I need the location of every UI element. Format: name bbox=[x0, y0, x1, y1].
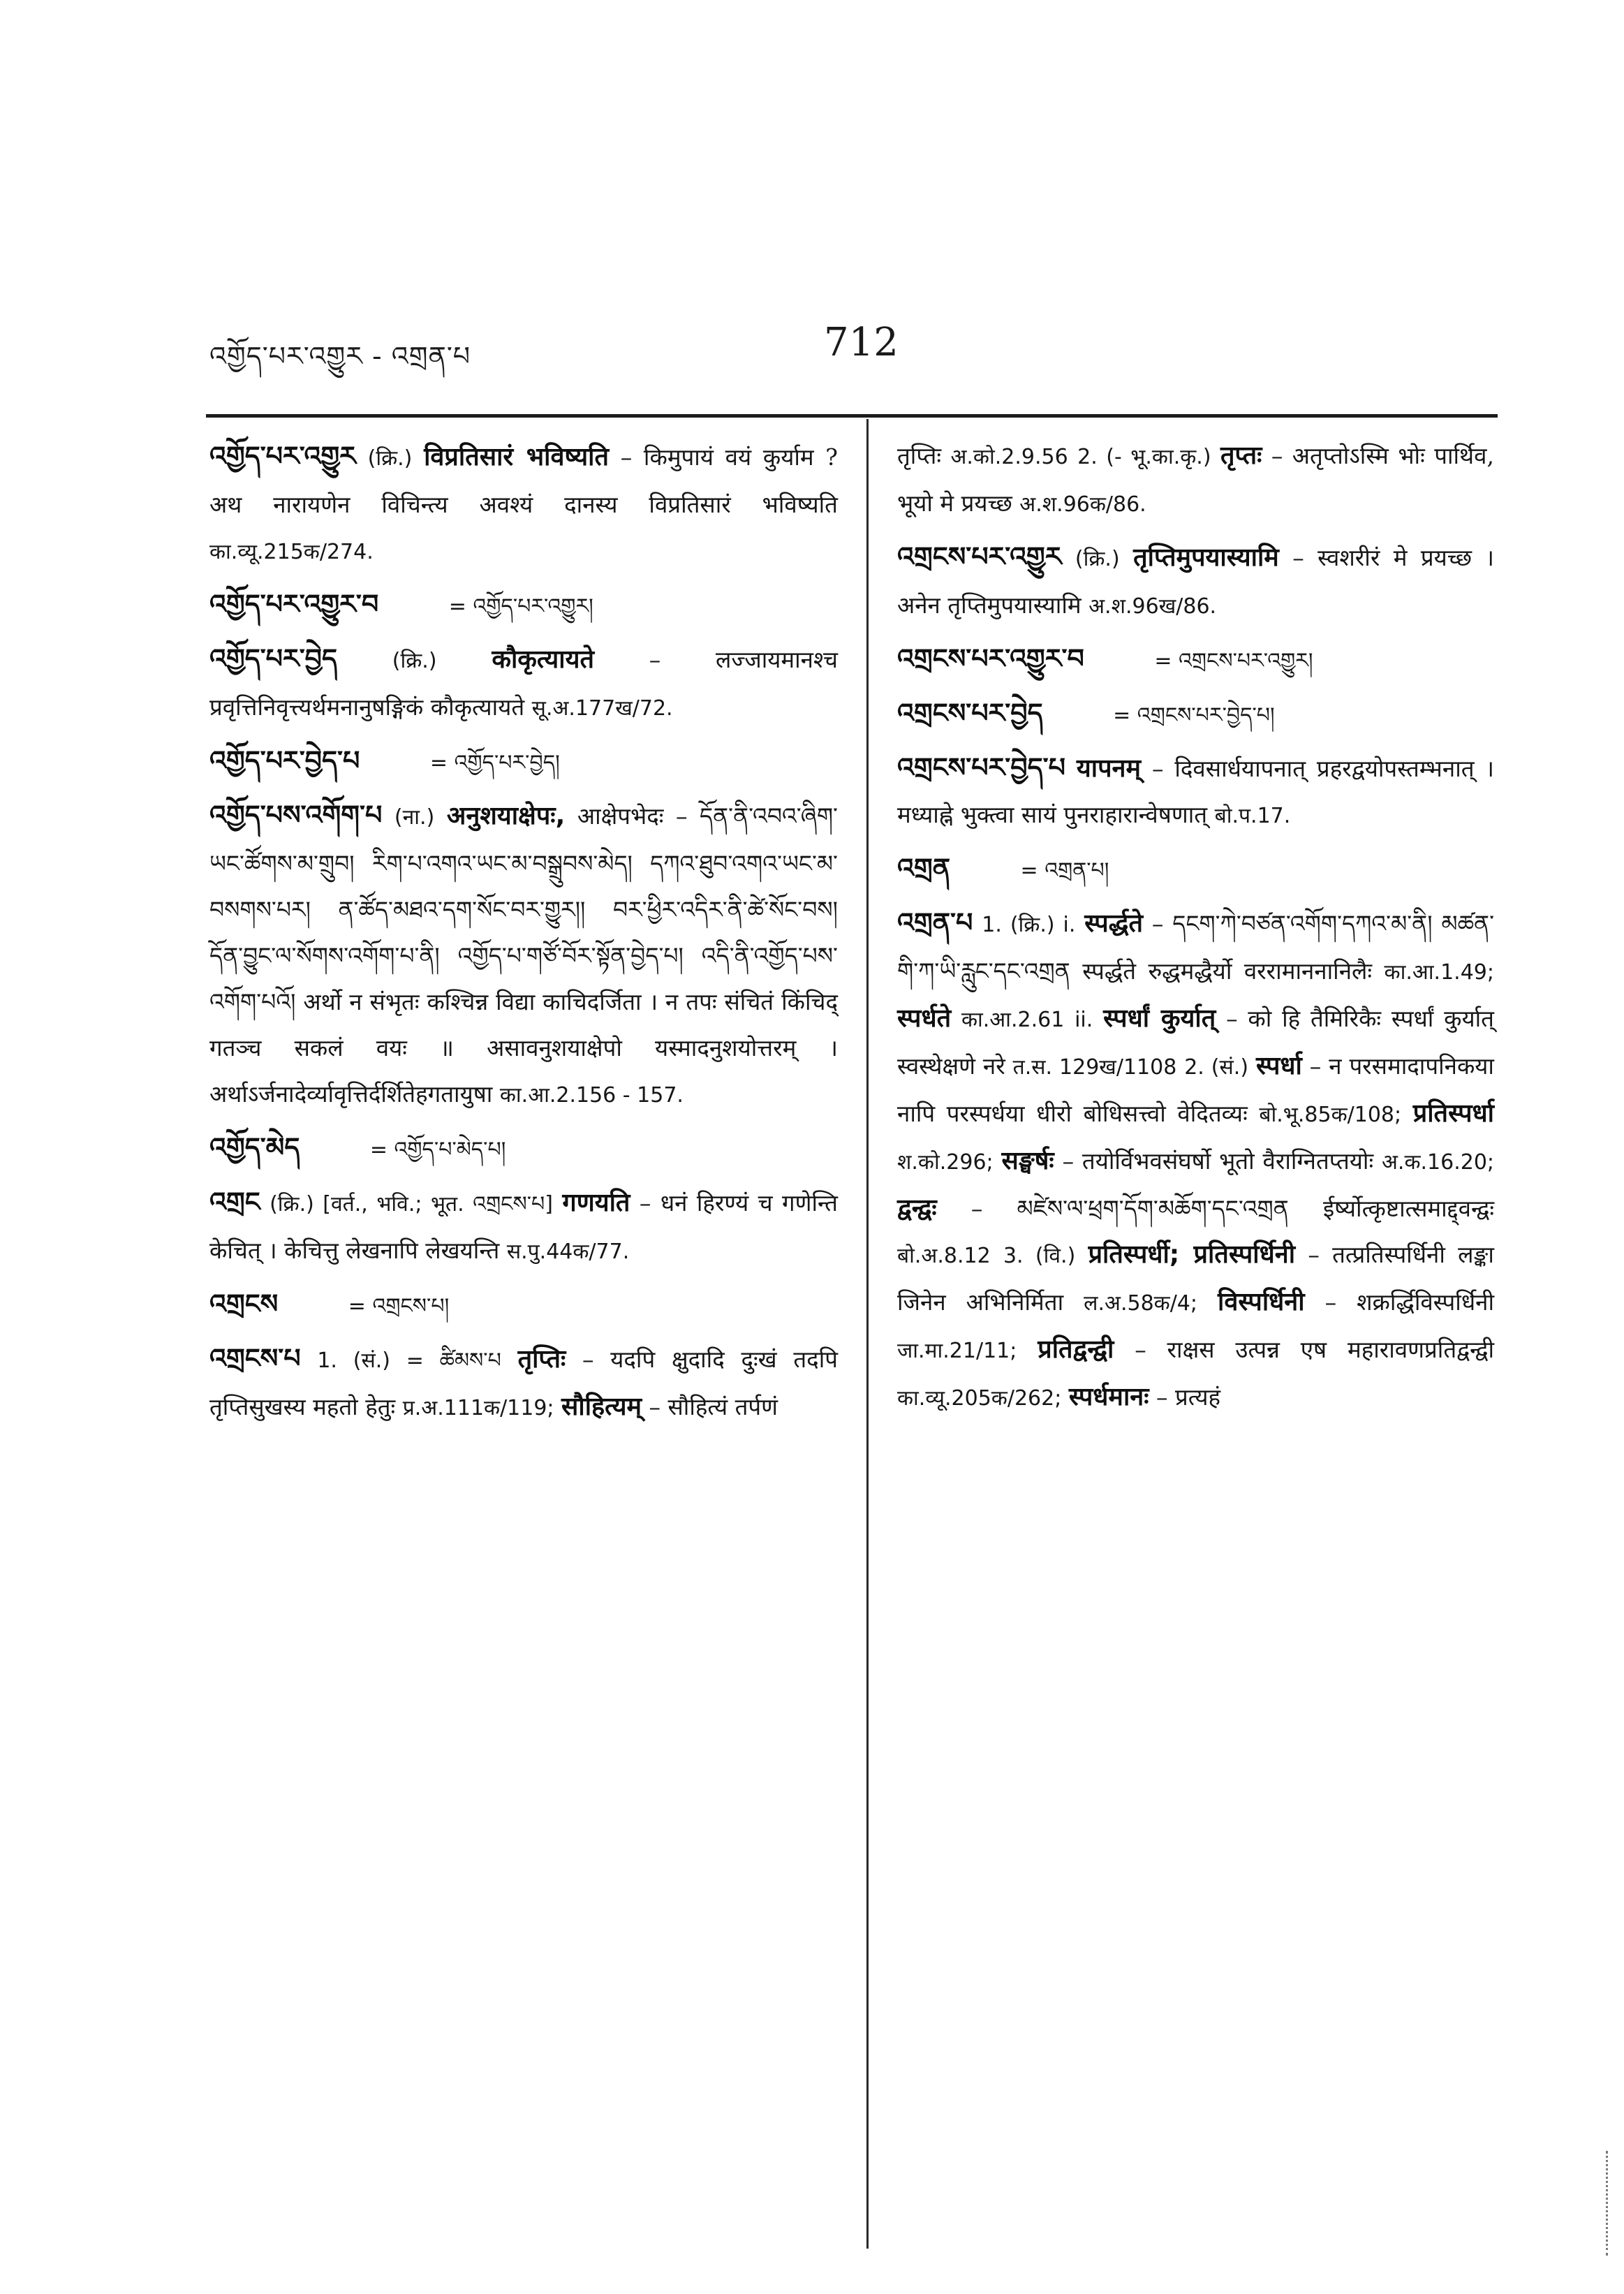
entry bbox=[209, 433, 838, 575]
running-head: འགྱོད་པར་འགྱུར - འགྲན་པ bbox=[209, 341, 471, 372]
headword: འགྲན bbox=[897, 853, 951, 883]
grammar-label: ii. bbox=[1075, 1008, 1093, 1032]
left-column bbox=[209, 433, 838, 1437]
entry bbox=[209, 792, 838, 1119]
entry bbox=[897, 635, 1494, 684]
sanskrit-equivalent: द्वन्द्वः bbox=[897, 1194, 937, 1223]
headword: འགྲན་པ bbox=[897, 907, 973, 938]
reference: सू.अ.177ख/72. bbox=[531, 696, 673, 721]
sanskrit-equivalent: स्पर्धमानः bbox=[1068, 1383, 1149, 1411]
scan-edge-marks bbox=[1606, 2151, 1614, 2256]
cross-reference: = འགྲངས་པ། bbox=[348, 1294, 450, 1318]
example-text: – को हि तैमिरिकैः स्पर्धां कुर्यात् स्वस्थेक्षणे नरे bbox=[897, 1005, 1494, 1080]
example-text: – लज्जायमानश्च प्रवृत्तिनिवृत्त्यर्थमनानुषङ्गिकं कौकृत्यायते bbox=[209, 646, 838, 721]
entry bbox=[209, 1281, 838, 1330]
entry bbox=[209, 581, 838, 630]
reference: का.आ.1.49; bbox=[1384, 960, 1494, 985]
example-text: – तत्प्रतिस्पर्धिनी लङ्का जिनेन अभिनिर्मिता bbox=[897, 1241, 1494, 1316]
example-text: – प्रत्यहं bbox=[1156, 1383, 1221, 1411]
reference: ल.अ.58क/4; bbox=[1084, 1291, 1198, 1316]
grammar-label: 3. (वि.) bbox=[1003, 1244, 1076, 1268]
headword: འགྲངས་པར་བྱེད bbox=[897, 698, 1043, 728]
reference: बो.भू.85क/108; bbox=[1259, 1103, 1402, 1127]
example-text: – स्वशरीरं मे प्रयच्छ । अनेन तृप्तिमुपयास्यामि bbox=[897, 544, 1494, 619]
example-text: – न परसमादापनिकया नापि परस्पर्धया धीरो बोधिसत्त्वो वेदितव्यः bbox=[897, 1052, 1494, 1127]
example-text: – དངག་ཀེ་བཙན་འགོག་དཀའ་མ་ནི། མཚན་གི་ཀ་ཡི་རླུང་དང་འགྲན स्पर्द्धते रुद्धमद्धैर्यो वररामाननानिलैः bbox=[897, 910, 1495, 985]
reference: प्र.अ.111क/119; bbox=[402, 1396, 554, 1420]
grammar-label: (क्रि.) [वर्त., भवि.; भूत. འགྲངས་པ] bbox=[270, 1192, 553, 1216]
grammar-label: (क्रि.) bbox=[392, 649, 437, 673]
sanskrit-equivalent: यापनम् bbox=[1076, 754, 1142, 783]
headword: འགྲངས་པ bbox=[209, 1343, 301, 1374]
sanskrit-equivalent: स्पर्धा bbox=[1255, 1052, 1302, 1080]
reference: स.पु.44क/77. bbox=[506, 1240, 630, 1264]
headword: འགྲངས་པར་འགྱུར bbox=[897, 541, 1062, 572]
headword: འགྱོད་པར་འགྱུར bbox=[209, 441, 356, 471]
entry-continuation bbox=[897, 433, 1494, 528]
grammar-label: (क्रि.) bbox=[1075, 547, 1120, 571]
example-text: आक्षेपभेदः – དོན་ནི་འབའ་ཞིག་ཡང་ཚོགས་མ་གྲུབ། རིག་པ་འགའ་ཡང་མ་བསྒྲུབས་མེད། དཀའ་ཐུབ་འགའ་ཡང་མ་བསགས་པར། ན་ཚོད་མཐའ་དག་སོང་བར་གྱུར།། བར་ཕྱིར་འདིར་ནི་ཚེ་སོང་བས། དོན་བྱུང་ལ་སོགས་འགོག་པ་ནི། འགྱོད་པ་གཙོ་བོར་སྟོན་བྱེད་པ། འདི་ནི་འགྱོད་པས་འགོག་པའོ། अर्थो न संभृतः कश्चिन्न विद्या काचिदर्जिता । न तपः संचितं किंचिद् गतञ्च सकलं वयः ॥ असावनुशयाक्षेपो यस्मादनुशयोत्तरम् । अर्थाऽर्जनादेर्व्यावृत्तिर्दर्शितेहगतायुषा bbox=[209, 802, 838, 1108]
entry bbox=[209, 1124, 838, 1173]
entry bbox=[209, 737, 838, 786]
example-text: – धनं हिरण्यं च गणेन्ति केचित् । केचित्तु लेखनापि लेखयन्ति bbox=[209, 1189, 838, 1264]
headword: འགྱོད་མེད bbox=[209, 1132, 300, 1163]
headword: འགྲང bbox=[209, 1186, 260, 1217]
reference: जा.मा.21/11; bbox=[897, 1339, 1017, 1363]
headword: འགྱོད་པར་བྱེད་པ bbox=[209, 745, 360, 776]
example-text: – यदपि क्षुदादि दुःखं तदपि तृप्तिसुखस्य महतो हेतुः bbox=[209, 1346, 838, 1420]
sanskrit-equivalent: तृप्तिमुपयास्यामि bbox=[1133, 543, 1279, 572]
grammar-label: 1. (क्रि.) i. bbox=[982, 913, 1076, 937]
reference: अ.श.96क/86. bbox=[1019, 492, 1146, 517]
sanskrit-equivalent: विस्पर्धिनी bbox=[1218, 1288, 1305, 1316]
sanskrit-equivalent: प्रतिस्पर्धा bbox=[1412, 1099, 1494, 1128]
sanskrit-equivalent: गणयति bbox=[562, 1189, 630, 1217]
reference: अ.क.16.20; bbox=[1381, 1150, 1495, 1175]
sanskrit-equivalent: अनुशयाक्षेपः, bbox=[446, 802, 566, 830]
headword: འགྲངས་པར་འགྱུར་བ bbox=[897, 643, 1084, 674]
example-text: – अतृप्तोऽस्मि भोः पार्थिव, भूयो मे प्रयच्छ bbox=[897, 442, 1494, 517]
right-column bbox=[897, 433, 1494, 1427]
entry bbox=[209, 1179, 838, 1275]
sanskrit-equivalent: तृप्तिः bbox=[517, 1345, 566, 1374]
sanskrit-equivalent: स्पर्धां कुर्यात् bbox=[1103, 1004, 1216, 1033]
headword: འགྱོད་པར་བྱེད bbox=[209, 643, 338, 674]
sanskrit-equivalent: स्पर्धते bbox=[897, 1004, 952, 1033]
reference: बो.प.17. bbox=[1214, 804, 1291, 828]
reference: बो.अ.8.12 bbox=[897, 1244, 991, 1268]
headword: འགྱོད་པར་འགྱུར་བ bbox=[209, 589, 379, 619]
headword: འགྱོད་པས་འགོག་པ bbox=[209, 800, 383, 830]
example-text: – सौहित्यं तर्पणं bbox=[649, 1393, 778, 1420]
grammar-label: 2. (- भू.का.कृ.) bbox=[1077, 445, 1211, 469]
sanskrit-equivalent: स्पर्द्धते bbox=[1084, 909, 1144, 938]
reference: त.स. 129ख/1108 bbox=[1012, 1055, 1177, 1080]
reference: अ.श.96ख/86. bbox=[1088, 594, 1217, 619]
cross-reference: = འགྱོད་པར་འགྱུར། bbox=[448, 594, 593, 619]
entry bbox=[897, 845, 1494, 894]
entry bbox=[897, 690, 1494, 739]
reference: श.को.296; bbox=[897, 1150, 994, 1175]
sanskrit-equivalent: प्रतिद्वन्द्वी bbox=[1038, 1335, 1114, 1364]
grammar-label: 1. (सं.) = ཚིམས་པ bbox=[317, 1348, 501, 1373]
reference: अ.को.2.9.56 bbox=[950, 445, 1068, 469]
sanskrit-equivalent: विप्रतिसारं भविष्यति bbox=[424, 443, 610, 471]
cross-reference: = འགྱོད་པར་བྱེད། bbox=[429, 751, 560, 775]
sanskrit-equivalent: सङ्घर्षः bbox=[1001, 1147, 1054, 1175]
headword: འགྲངས་པར་བྱེད་པ bbox=[897, 752, 1065, 783]
page-number: 712 bbox=[824, 320, 899, 365]
cross-reference: = འགྲངས་པར་འགྱུར། bbox=[1154, 649, 1313, 673]
entry bbox=[897, 534, 1494, 630]
entry bbox=[209, 635, 838, 732]
entry bbox=[897, 899, 1494, 1422]
example-text: – दिवसार्धयापनात् प्रहरद्वयोपस्तम्भनात् । मध्याह्ने भुक्त्वा सायं पुनराहारान्वेषणात् bbox=[897, 755, 1494, 828]
cross-reference: = འགྱོད་པ་མེད་པ། bbox=[369, 1138, 506, 1162]
example-text: – མཛེས་ལ་ཕྲག་དོག་མཆོག་དང་འགྲན ईर्ष्योत्कृष्टात्समाद्द्वन्द्वः bbox=[970, 1195, 1494, 1222]
entry bbox=[897, 744, 1494, 839]
grammar-label: (क्रि.) bbox=[367, 446, 413, 471]
sanskrit-equivalent: कौकृत्यायते bbox=[492, 645, 594, 674]
cross-reference: = འགྲན་པ། bbox=[1020, 858, 1109, 883]
reference: का.व्यू.205क/262; bbox=[897, 1386, 1062, 1411]
cross-reference: = འགྲངས་པར་བྱེད་པ། bbox=[1113, 703, 1275, 728]
sanskrit-equivalent: तृप्तः bbox=[1220, 441, 1262, 470]
headword: འགྲངས bbox=[209, 1288, 279, 1319]
sanskrit-equivalent: प्रतिस्पर्धी; प्रतिस्पर्धिनी bbox=[1088, 1240, 1296, 1269]
grammar-label: 2. (सं.) bbox=[1184, 1055, 1249, 1080]
example-text: – राक्षस उत्पन्न एष महारावणप्रतिद्वन्द्वी bbox=[1135, 1336, 1495, 1363]
entry bbox=[209, 1335, 838, 1432]
example-text: – किमुपायं वयं कुर्याम ? अथ नारायणेन विचिन्त्य अवश्यं दानस्य विप्रतिसारं भविष्यति bbox=[209, 443, 838, 518]
reference: का.आ.2.61 bbox=[961, 1008, 1065, 1032]
grammar-label: (ना.) bbox=[394, 805, 435, 830]
example-text: – शक्रर्द्धिविस्पर्धिनी bbox=[1324, 1288, 1494, 1316]
sanskrit-equivalent: सौहित्यम् bbox=[561, 1392, 642, 1421]
header-rule bbox=[206, 414, 1498, 418]
column-divider bbox=[866, 419, 869, 2249]
reference: का.आ.2.156 - 157. bbox=[499, 1083, 684, 1108]
reference: का.व्यू.215क/274. bbox=[209, 540, 374, 564]
example-text: तृप्तिः bbox=[897, 442, 941, 469]
example-text: – तयोर्विभवसंघर्षो भूतो वैराग्नितप्तयोः bbox=[1062, 1147, 1374, 1175]
